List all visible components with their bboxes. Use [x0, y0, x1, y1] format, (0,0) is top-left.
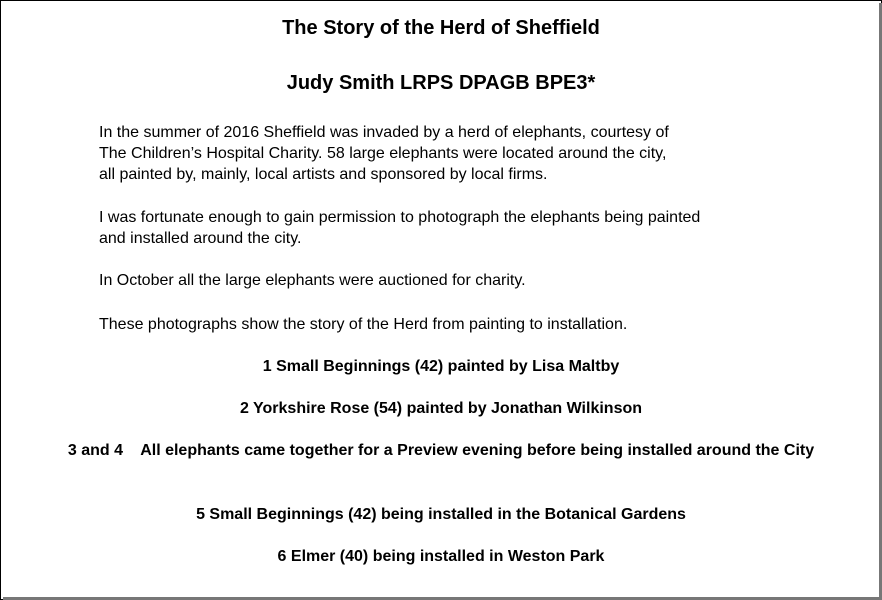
document-author: Judy Smith LRPS DPAGB BPE3*	[286, 72, 596, 94]
intro-paragraph: In the summer of 2016 Sheffield was invaded by a herd of elephants, courtesy of The Children’s Hospital Charity. 58 large elephants were located around the city, all painted by, mainly, local artists and sponsored by local firms.	[99, 124, 669, 183]
caption-1: 1 Small Beginnings (42) painted by Lisa Maltby	[262, 358, 620, 375]
auction-paragraph: In October all the large elephants were auctioned for charity.	[99, 272, 526, 289]
caption-6: 6 Elmer (40) being installed in Weston Park	[277, 548, 605, 565]
caption-2: 2 Yorkshire Rose (54) painted by Jonathan Wilkinson	[239, 400, 643, 417]
caption-3-and-4: 3 and 4 All elephants came together for a Preview evening before being installed around the City	[67, 442, 815, 459]
permission-paragraph: I was fortunate enough to gain permission to photograph the elephants being painted and installed around the city.	[99, 209, 701, 247]
caption-5: 5 Small Beginnings (42) being installed in the Botanical Gardens	[196, 506, 686, 523]
photographs-paragraph: These photographs show the story of the Herd from painting to installation.	[99, 316, 628, 333]
document-title: The Story of the Herd of Sheffield	[282, 17, 600, 39]
